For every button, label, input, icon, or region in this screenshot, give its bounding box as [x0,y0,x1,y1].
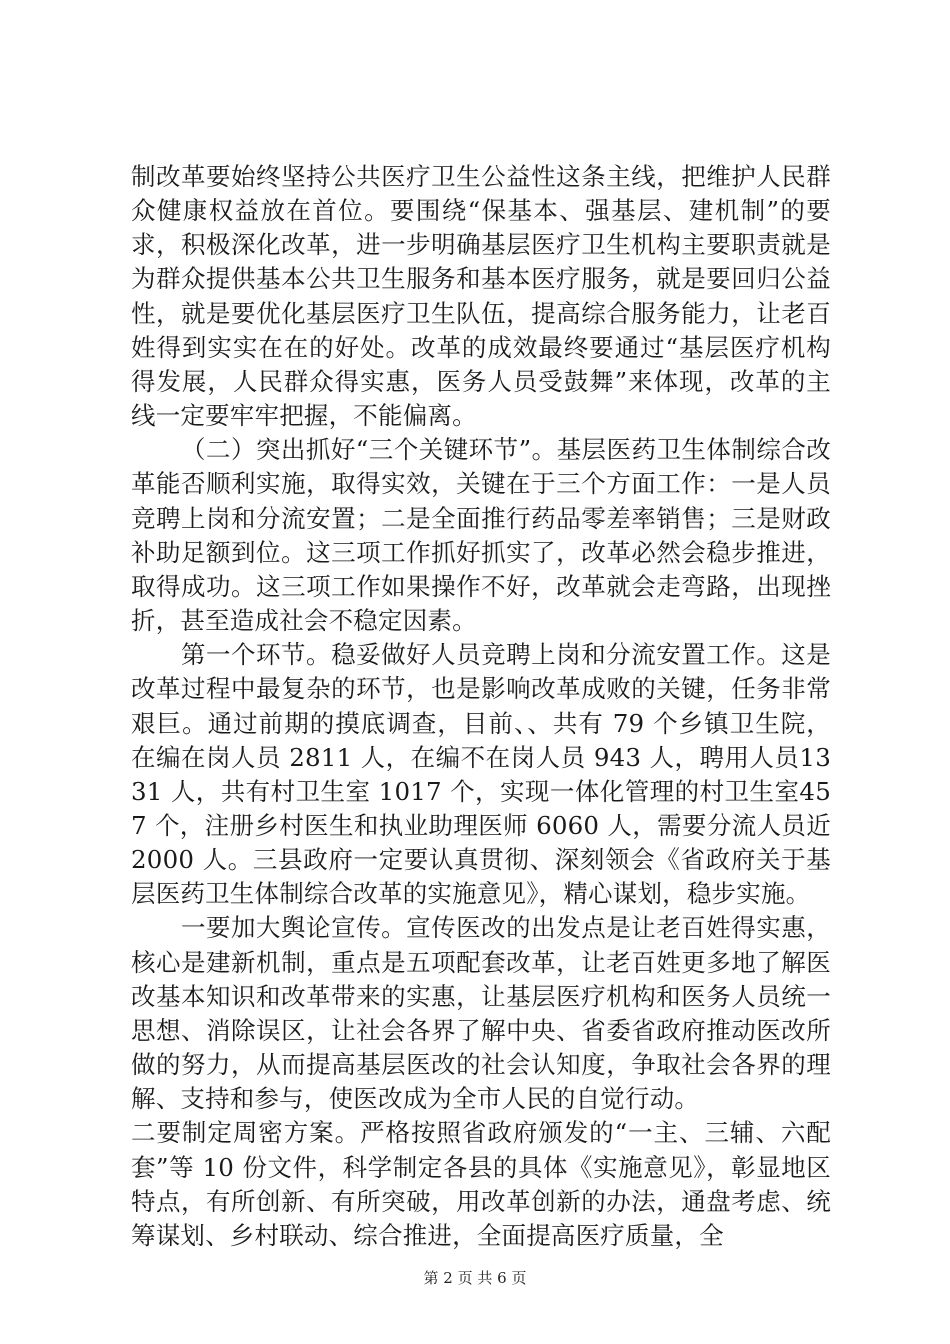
paragraph: （二）突出抓好“三个关键环节”。基层医药卫生体制综合改革能否顺利实施，取得实效，关键在于三个方面工作：一是人员竞聘上岗和分流安置；二是全面推行药品零差率销售；三是财政补助足额到位。这三项工作抓好抓实了，改革必然会稳步推进，取得成功。这三项工作如果操作不好，改革就会走弯路，出现挫折，甚至造成社会不稳定因素。 [131,435,831,636]
paragraph: 二要制定周密方案。严格按照省政府颁发的“一主、三辅、六配套”等 10 份文件，科学制定各县的具体《实施意见》，彰显地区特点，有所创新、有所突破，用改革创新的办法，通盘考虑、统筹谋划、乡村联动、综合推进，全面提高医疗质量，全 [131,1118,831,1250]
page-footer: 第 2 页 共 6 页 [423,1269,527,1287]
paragraph: 制改革要始终坚持公共医疗卫生公益性这条主线，把维护人民群众健康权益放在首位。要围绕“保基本、强基层、建机制”的要求，积极深化改革，进一步明确基层医疗卫生机构主要职责就是为群众提供基本公共卫生服务和基本医疗服务，就是要回归公益性，就是要优化基层医疗卫生队伍，提高综合服务能力，让老百姓得到实实在在的好处。改革的成效最终要通过“基层医疗机构得发展，人民群众得实惠，医务人员受鼓舞”来体现，改革的主线一定要牢牢把握，不能偏离。 [131,162,831,431]
paragraph: 第一个环节。稳妥做好人员竞聘上岗和分流安置工作。这是改革过程中最复杂的环节，也是影响改革成败的关键，任务非常艰巨。通过前期的摸底调查，目前、、共有 79 个乡镇卫生院，在编在岗人员 2811 人，在编不在岗人员 943 人，聘用人员1331 人，共有村卫生室 1017 个，实现一体化管理的村卫生室457 个，注册乡村医生和执业助理医师 6060 人，需要分流人员近 2000 人。三县政府一定要认真贯彻、深刻领会《省政府关于基层医药卫生体制综合改革的实施意见》，精心谋划，稳步实施。 [131,640,831,909]
document-body [131,160,831,1253]
paragraph: 一要加大舆论宣传。宣传医改的出发点是让老百姓得实惠，核心是建新机制，重点是五项配套改革，让老百姓更多地了解医改基本知识和改革带来的实惠，让基层医疗机构和医务人员统一思想、消除误区，让社会各界了解中央、省委省政府推动医改所做的努力，从而提高基层医改的社会认知度，争取社会各界的理解、支持和参与，使医改成为全市人民的自觉行动。 [131,913,831,1114]
